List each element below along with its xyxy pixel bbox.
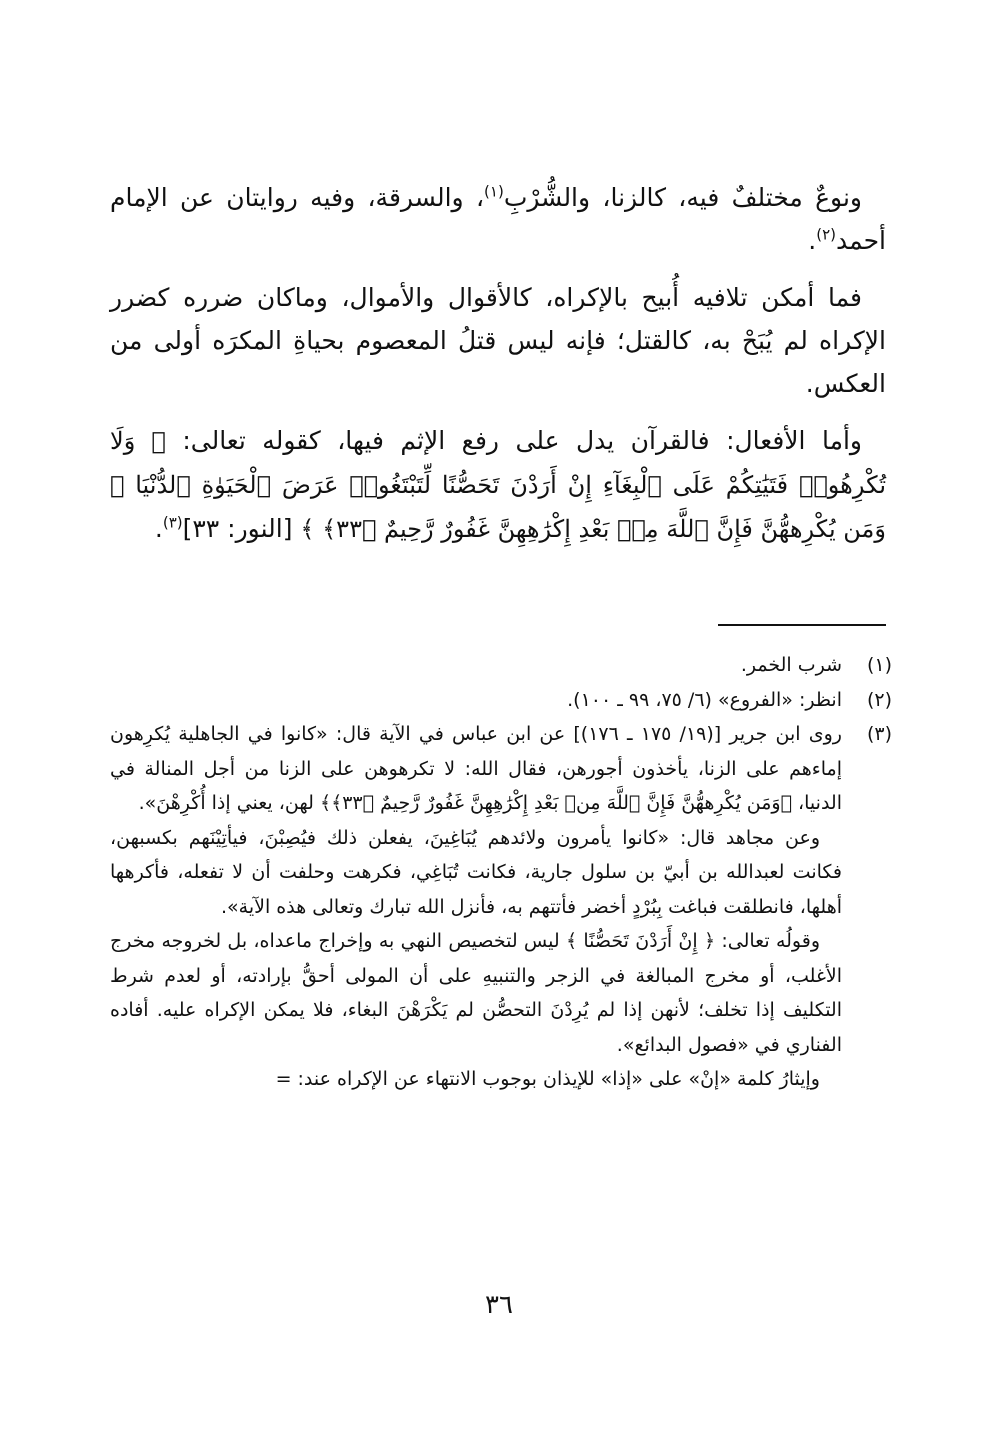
footnote-text: وإيثارُ كلمة «إنْ» على «إذا» للإيذان بوجوب الانتهاء عن الإكراه عند: = bbox=[275, 1068, 820, 1090]
footnotes bbox=[110, 648, 892, 1097]
footnote-text: شرب الخمر. bbox=[740, 654, 842, 676]
footnote-ref-2[interactable]: (٢) bbox=[816, 225, 837, 244]
quran-verse: ﴿ وَلَا تُكْرِهُوا۟ فَتَيَٰتِكُمْ عَلَى ٱلْبِغَآءِ إِنْ أَرَدْنَ تَحَصُّنًا لِّتَبْتَغُوا۟ عَرَضَ ٱلْحَيَوٰةِ ٱلدُّنْيَا ۚ وَمَن يُكْرِههُّنَّ فَإِنَّ ٱللَّهَ مِنۢ بَعْدِ إِكْرَٰهِهِنَّ غَفُورٌ رَّحِيمٌ ﴿٣٣﴾ ﴾ bbox=[110, 427, 886, 543]
paragraph-1 bbox=[110, 176, 886, 262]
footnote-text: روى ابن جرير [(١٩/ ١٧٥ ـ ١٧٦)] عن ابن عباس في الآية قال: «كانوا في الجاهلية يُكرِهون إماءهم على الزنا، يأخذون أجورهن، فقال الله: لا تكرهوهن على الزنا من أجل المنالة في الدنيا، ﴿وَمَن يُكْرِههُّنَّ فَإِنَّ ٱللَّهَ مِنۢ بَعْدِ إِكْرَٰهِهِنَّ غَفُورٌ رَّحِيمٌ ﴿٣٣﴾﴾ لهن، يعني إذا أُكْرِهْنَ». bbox=[110, 723, 842, 814]
paragraph-3 bbox=[110, 419, 886, 551]
footnote-separator bbox=[718, 624, 886, 626]
paragraph-3-end: . bbox=[154, 514, 163, 543]
footnote-text: وقولُه تعالى: ﴿ إِنْ أَرَدْنَ تَحَصُّنًا ﴾ ليس لتخصيص النهي به وإخراج ماعداه، بل لخروجه مخرج الأغلب، أو مخرج المبالغة في الزجر والتنبيهِ على أن المولى أحقُّ بإرادته، أو لعدم شرط التكليف إذا تخلف؛ لأنهن إذا لم يُرِدْنَ التحصُّن لم يَكْرَهْنَ البغاء، فلا يمكن الإكراه عليه. أفاده الفناري في «فصول البدائع». bbox=[110, 930, 842, 1056]
paragraph-2: فما أمكن تلافيه أُبيح بالإكراه، كالأقوال والأموال، وماكان ضرره كضرر الإكراه لم يُبَحْ به، كالقتل؛ فإنه ليس قتلُ المعصوم بحياةِ المكرَه أولى من العكس. bbox=[110, 283, 886, 398]
paragraph-3-intro: وأما الأفعال: فالقرآن يدل على رفع الإثم فيها، كقوله تعالى: bbox=[182, 426, 862, 455]
footnote-3 bbox=[110, 717, 892, 1097]
footnote-ref-1[interactable]: (١) bbox=[484, 182, 504, 201]
footnote-number: (١) bbox=[866, 654, 892, 676]
footnote-ref-3[interactable]: (٣) bbox=[162, 513, 183, 532]
footnote-1 bbox=[110, 648, 892, 683]
main-text bbox=[110, 176, 886, 551]
footnote-text: وعن مجاهد قال: «كانوا يأمرون ولائدهم يُبَاغِينَ، يفعلن ذلك فيُصِبْنَ، فيأتِيْنَهم بكسبهن، فكانت لعبدالله بن أبيّ بن سلول جارية، فكانت تُبَاغِي، فكرهت وحلفت أن لا تفعله، فأكرهها أهلها، فانطلقت فباغت بِبُرْدٍ أخضر فأتتهم به، فأنزل الله تبارك وتعالى هذه الآية». bbox=[110, 826, 842, 918]
footnote-text: انظر: «الفروع» (٦/ ٧٥، ٩٩ ـ ١٠٠). bbox=[567, 688, 842, 711]
paragraph-1-text-b: ، والسرقة، وفيه روايتان عن الإمام أحمد bbox=[110, 183, 886, 255]
page-number: ٣٦ bbox=[485, 1290, 513, 1320]
paragraph-1-text-a: ونوعٌ مختلفٌ فيه، كالزنا، والشُّرْبِ bbox=[503, 183, 863, 212]
paragraph-1-text-c: . bbox=[808, 226, 817, 255]
footnote-2 bbox=[110, 683, 892, 718]
footnote-number: (٣) bbox=[866, 723, 892, 745]
verse-citation: [النور: ٣٣] bbox=[182, 514, 293, 543]
footnote-number: (٢) bbox=[866, 688, 892, 711]
